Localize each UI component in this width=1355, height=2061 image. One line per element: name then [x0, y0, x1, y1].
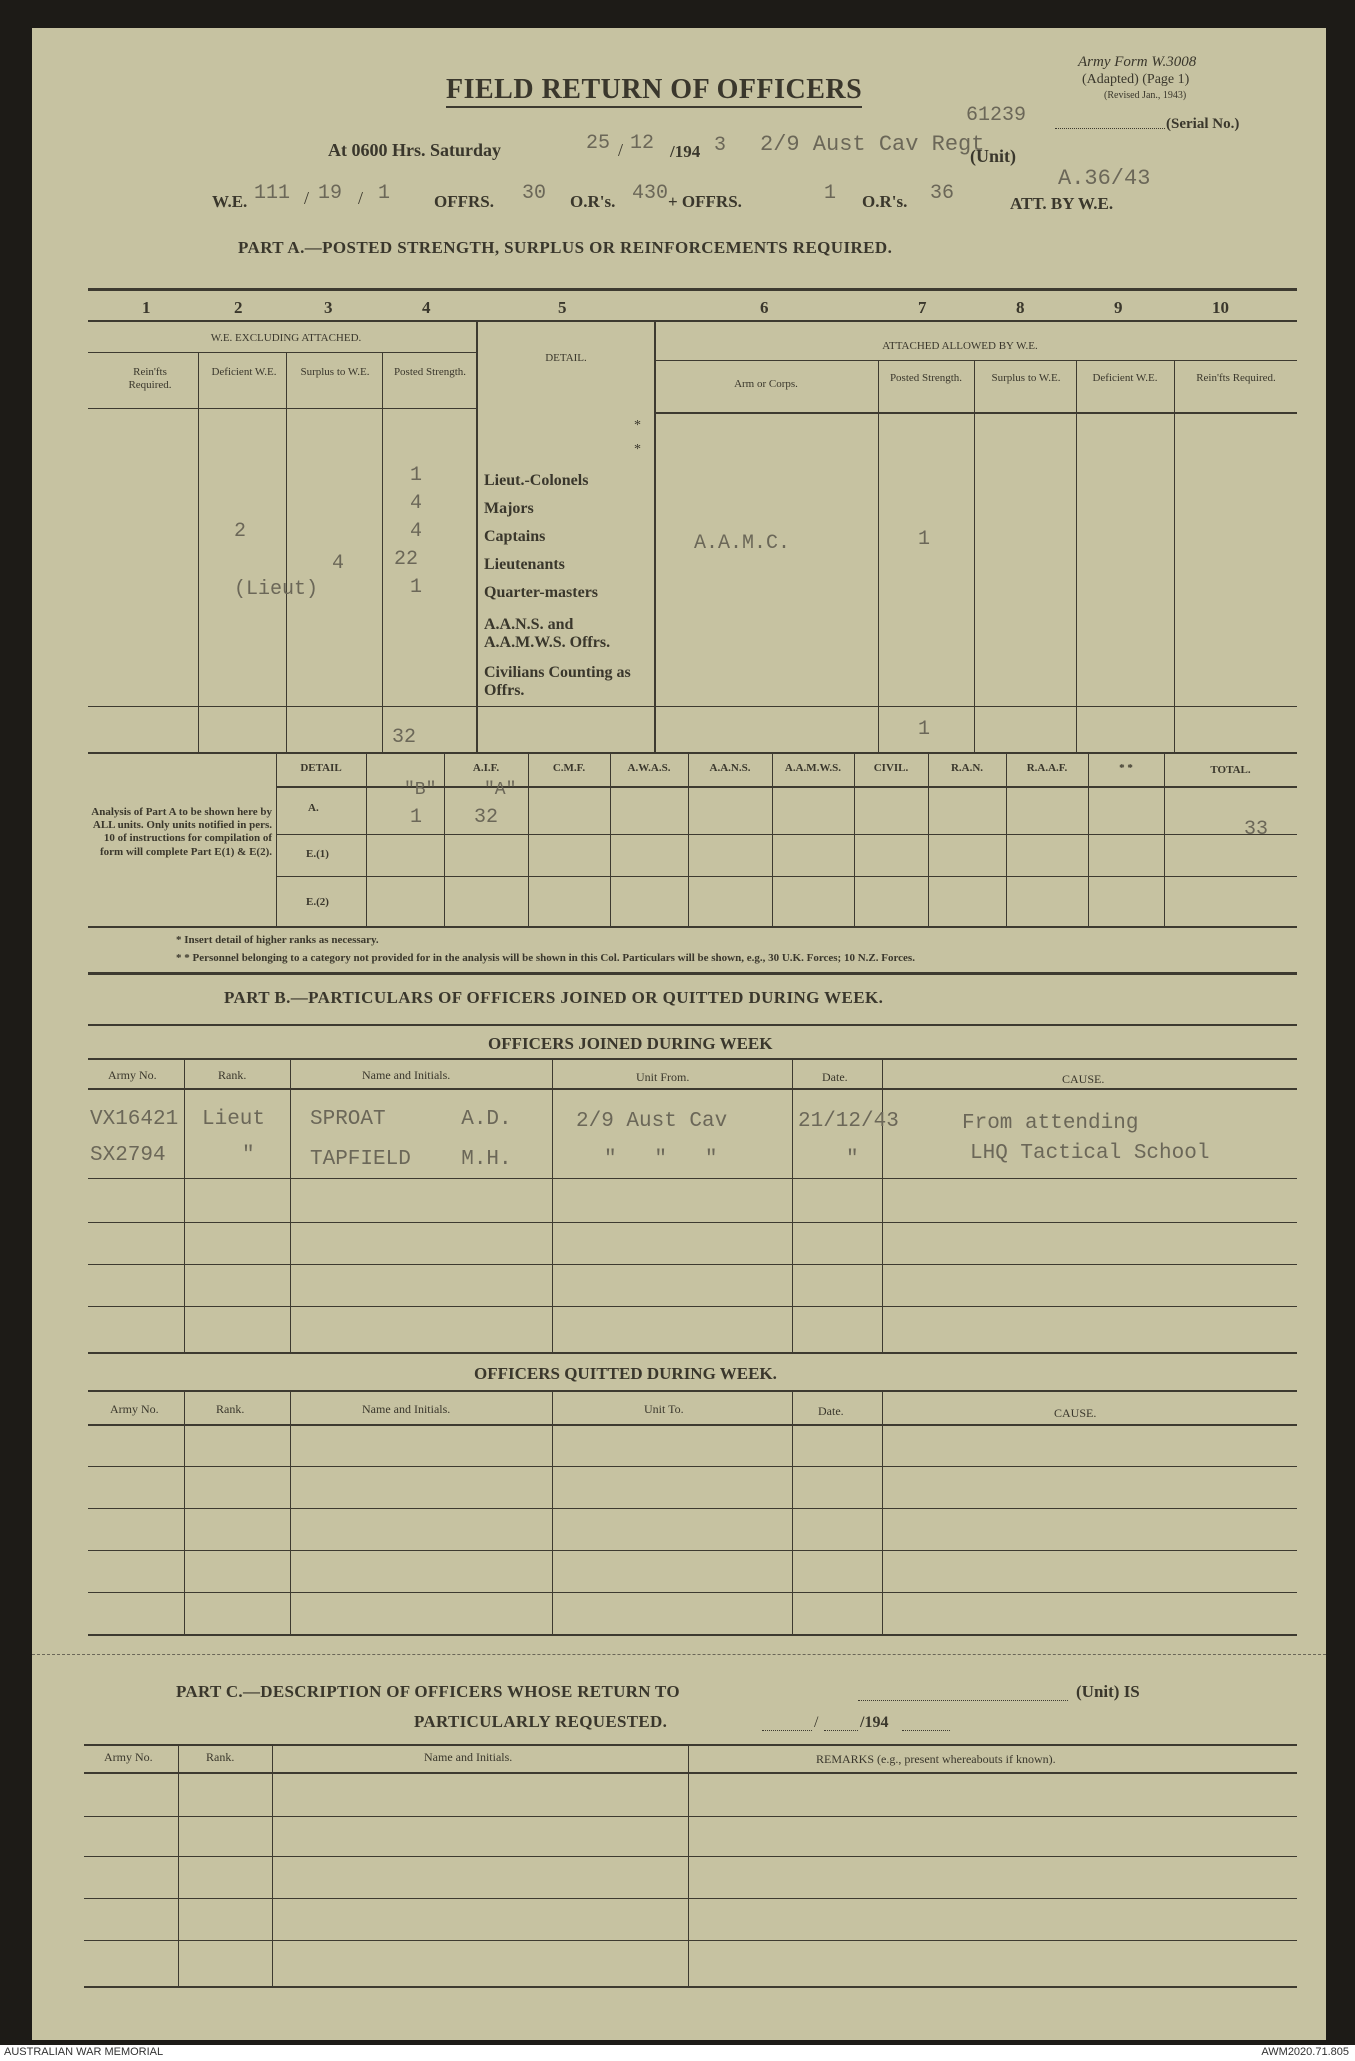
part-c-heading-2: PARTICULARLY REQUESTED. [414, 1712, 668, 1731]
totals-top-rule [88, 706, 1297, 707]
quitted-v3 [552, 1392, 553, 1634]
quitted-h-rank: Rank. [216, 1402, 245, 1416]
col-num-4: 4 [422, 298, 431, 317]
quitted-top-rule [88, 1390, 1297, 1392]
rank-lieutenants: Lieutenants [484, 556, 565, 573]
part-c-h-army-no: Army No. [104, 1750, 153, 1764]
total-att-posted: 1 [918, 718, 931, 741]
analysis-v3 [528, 752, 529, 926]
c10-header: Rein'fts Required. [1196, 372, 1276, 384]
c9-header: Deficient W.E. [1092, 372, 1158, 384]
part-c-h-rank: Rank. [206, 1750, 235, 1764]
joined-row-1-cause: From attending [962, 1112, 1139, 1135]
perforation-line [32, 1654, 1326, 1655]
part-c-row-rule-4 [84, 1940, 1297, 1941]
reference-typed: A.36/43 [1058, 166, 1151, 191]
quitted-hdr-rule [88, 1424, 1297, 1426]
analysis-v5 [688, 752, 689, 926]
att-posted-value: 1 [918, 528, 931, 551]
hdr-bottom-left [88, 408, 476, 409]
col-num-2: 2 [234, 298, 243, 317]
footnote-2: * * Personnel belonging to a category not provided for in the analysis will be shown in this Col. Particulars will be shown, e.g., 30 U.K. Forces; 10 N.Z. Forces. [176, 952, 915, 964]
v-col-7 [974, 360, 975, 752]
rank-aans: A.A.N.S. and A.A.M.W.S. Offrs. [484, 616, 611, 652]
ors2-value: 36 [930, 182, 955, 205]
quitted-row-rule-2 [88, 1508, 1297, 1509]
analysis-h-aans: A.A.N.S. [709, 762, 751, 774]
credit-right: AWM2020.71.805 [1261, 2046, 1349, 2058]
quitted-heading: OFFICERS QUITTED DURING WEEK. [474, 1364, 777, 1383]
analysis-h-other: * * [1119, 762, 1133, 774]
analysis-v8 [928, 752, 929, 926]
analysis-v2 [444, 752, 445, 926]
joined-row-1-army-no: VX16421 [90, 1108, 179, 1131]
part-c-h-remarks: REMARKS (e.g., present whereabouts if known). [816, 1752, 1056, 1766]
col-num-6: 6 [760, 298, 769, 317]
credit-left: AUSTRALIAN WAR MEMORIAL [4, 2046, 164, 2058]
detail-star-1: * [634, 418, 641, 433]
posted-lt-col: 1 [410, 464, 423, 487]
revised-label: (Revised Jan., 1943) [1104, 90, 1187, 101]
joined-row-2-army-no: SX2794 [90, 1144, 166, 1167]
part-c-h-name: Name and Initials. [424, 1750, 513, 1764]
attached-caption: ATTACHED ALLOWED BY W.E. [882, 340, 1038, 352]
part-c-row-rule-3 [84, 1898, 1297, 1899]
offrs-label: OFFRS. [434, 192, 494, 211]
joined-row-2-date: " [846, 1148, 859, 1171]
v-col-9 [1174, 360, 1175, 752]
c4-header: Posted Strength. [393, 366, 467, 378]
joined-row-2-cause: LHQ Tactical School [970, 1142, 1210, 1165]
analysis-v1 [366, 752, 367, 926]
part-c-unit-is: (Unit) IS [1076, 1682, 1140, 1701]
analysis-h-ran: R.A.N. [950, 762, 984, 774]
we-excluding-caption: W.E. EXCLUDING ATTACHED. [210, 332, 362, 344]
analysis-b-value: 1 [410, 806, 423, 829]
joined-h-rank: Rank. [218, 1068, 247, 1082]
part-a-end-rule [88, 972, 1297, 975]
part-c-year: /194 [860, 1714, 889, 1731]
year-prefix: /194 [670, 142, 701, 161]
posted-majors: 4 [410, 492, 423, 515]
analysis-row-e1-rule [276, 876, 1297, 877]
rank-captains: Captains [484, 528, 546, 545]
part-b-heading: PART B.—PARTICULARS OF OFFICERS JOINED OR QUITTED DURING WEEK. [224, 988, 884, 1007]
arm-corps-value: A.A.M.C. [694, 532, 791, 555]
joined-h-unit: Unit From. [636, 1070, 690, 1084]
serial-typed: 61239 [966, 104, 1027, 127]
joined-heading: OFFICERS JOINED DURING WEEK [488, 1034, 773, 1053]
part-c-v3 [688, 1746, 689, 1986]
plus-offrs-value: 1 [824, 182, 837, 205]
we-c: 1 [378, 182, 391, 205]
quitted-v5 [882, 1392, 883, 1634]
part-c-v2 [272, 1746, 273, 1986]
rank-lieut-colonels: Lieut.-Colonels [484, 472, 589, 489]
c1-header: Rein'fts Required. [128, 366, 172, 391]
c8-header: Surplus to W.E. [991, 372, 1061, 384]
posted-qm: 1 [410, 576, 423, 599]
part-c-v1 [178, 1746, 179, 1986]
part-a-top-rule [88, 288, 1297, 291]
quitted-v1 [184, 1392, 185, 1634]
analysis-h-cmf: C.M.F. [552, 762, 586, 774]
joined-row-2-name: TAPFIELD M.H. [310, 1148, 512, 1171]
quitted-v2 [290, 1392, 291, 1634]
analysis-v0 [276, 752, 277, 926]
we-sep-1: / [304, 188, 310, 208]
we-exc-rule [88, 352, 476, 353]
joined-row-1-unit: 2/9 Aust Cav [576, 1110, 728, 1133]
joined-top-rule [88, 1058, 1297, 1060]
posted-lieutenants: 22 [394, 548, 419, 571]
c3-header: Surplus to W.E. [300, 366, 370, 378]
analysis-h-aif: A.I.F. [472, 762, 500, 774]
we-b: 19 [318, 182, 343, 205]
analysis-h-raaf: R.A.A.F. [1026, 762, 1068, 774]
col-num-1: 1 [142, 298, 151, 317]
v-col-1 [198, 352, 199, 752]
joined-row-rule-2 [88, 1222, 1297, 1223]
detail-caption: DETAIL. [545, 352, 587, 364]
unit-label: (Unit) [970, 146, 1016, 166]
analysis-bottom-rule [88, 926, 1297, 928]
part-c-top-rule [84, 1744, 1297, 1746]
deficient-note: (Lieut) [234, 578, 319, 601]
unit-typed: 2/9 Aust Cav Regt [760, 132, 985, 157]
part-c-row-rule-2 [84, 1856, 1297, 1857]
quitted-bottom-rule [88, 1634, 1297, 1636]
totals-bottom-rule [88, 752, 1297, 754]
part-c-row-rule-1 [84, 1816, 1297, 1817]
at-hours-label: At 0600 Hrs. Saturday [328, 140, 502, 160]
offrs-value: 30 [522, 182, 547, 205]
v-col-2 [286, 352, 287, 752]
analysis-note: Analysis of Part A to be shown here by ALL units. Only units notified in pers. 10 of instructions for compilation of form will complete Part E(1) & E(2). [91, 806, 272, 858]
analysis-v4 [610, 752, 611, 926]
analysis-a-label: "A" [484, 780, 517, 800]
quitted-h-name: Name and Initials. [362, 1402, 451, 1416]
part-c-heading-1: PART C.—DESCRIPTION OF OFFICERS WHOSE RETURN TO [176, 1682, 680, 1701]
analysis-h-aamws: A.A.M.W.S. [784, 762, 842, 774]
att-label: ATT. BY W.E. [1010, 194, 1114, 213]
c7-header: Posted Strength. [889, 372, 963, 384]
part-a-heading: PART A.—POSTED STRENGTH, SURPLUS OR REINFORCEMENTS REQUIRED. [238, 238, 893, 257]
date-day: 25 [586, 132, 611, 155]
analysis-h-awas: A.W.A.S. [627, 762, 671, 774]
analysis-row-a-rule [276, 834, 1297, 835]
col-num-3: 3 [324, 298, 333, 317]
joined-row-1-name: SPROAT A.D. [310, 1108, 512, 1131]
rank-civilians: Civilians Counting as Offrs. [484, 664, 631, 700]
col-num-5: 5 [558, 298, 567, 317]
joined-row-rule-4 [88, 1306, 1297, 1307]
date-month: 12 [630, 132, 655, 155]
serial-line [1055, 128, 1165, 129]
analysis-row-e1: E.(1) [306, 848, 329, 860]
attached-rule [654, 360, 1297, 361]
joined-v3 [552, 1060, 553, 1352]
joined-v4 [792, 1060, 793, 1352]
detail-star-2: * [634, 442, 641, 457]
joined-hdr-rule [88, 1088, 1297, 1090]
c6-header: Arm or Corps. [734, 378, 798, 390]
serial-label: (Serial No.) [1166, 116, 1240, 132]
analysis-h-detail: DETAIL [300, 762, 342, 774]
quitted-h-cause: CAUSE. [1054, 1406, 1097, 1420]
analysis-v9 [1006, 752, 1007, 926]
analysis-h-total: TOTAL. [1210, 764, 1251, 776]
quitted-row-rule-3 [88, 1550, 1297, 1551]
hdr-bottom-right [654, 412, 1297, 414]
v-col-4 [476, 320, 478, 752]
joined-h-army-no: Army No. [108, 1068, 157, 1082]
joined-row-2-rank: " [242, 1144, 255, 1167]
joined-v2 [290, 1060, 291, 1352]
quitted-h-army-no: Army No. [110, 1402, 159, 1416]
army-form-label: Army Form W.3008 [1078, 54, 1197, 70]
rank-majors: Majors [484, 500, 534, 517]
deficient-value: 2 [234, 520, 247, 543]
quitted-h-date: Date. [818, 1404, 844, 1418]
col-num-10: 10 [1212, 298, 1229, 317]
year-suffix: 3 [714, 134, 727, 157]
ors-value: 430 [632, 182, 669, 205]
analysis-v11 [1164, 752, 1165, 926]
quitted-v4 [792, 1392, 793, 1634]
joined-row-1-rank: Lieut [202, 1108, 266, 1131]
part-b-rule [88, 1024, 1297, 1026]
quitted-h-unit: Unit To. [644, 1402, 684, 1416]
analysis-v7 [854, 752, 855, 926]
we-a: 111 [254, 182, 291, 205]
footnote-1: * Insert detail of higher ranks as necessary. [176, 934, 379, 946]
total-posted: 32 [392, 726, 417, 749]
part-c-date-line-3 [902, 1730, 950, 1731]
col-num-9: 9 [1114, 298, 1123, 317]
ors2-label: O.R's. [862, 192, 908, 211]
col-num-8: 8 [1016, 298, 1025, 317]
analysis-a-value: 32 [474, 806, 499, 829]
joined-v5 [882, 1060, 883, 1352]
joined-bottom-rule [88, 1352, 1297, 1354]
col-num-7: 7 [918, 298, 927, 317]
joined-row-rule-3 [88, 1264, 1297, 1265]
part-c-bottom-rule [84, 1986, 1297, 1988]
part-c-hdr-rule [84, 1772, 1297, 1774]
col-number-rule [88, 320, 1297, 322]
form-title: FIELD RETURN OF OFFICERS [446, 74, 862, 108]
joined-h-name: Name and Initials. [362, 1068, 451, 1082]
v-col-8 [1076, 360, 1077, 752]
surplus-value: 4 [332, 552, 345, 575]
joined-row-1-date: 21/12/43 [798, 1110, 899, 1133]
plus-offrs-label: + OFFRS. [668, 192, 742, 211]
analysis-h-civil: CIVIL. [873, 762, 909, 774]
analysis-total: 33 [1244, 818, 1269, 841]
analysis-row-a: A. [308, 802, 319, 814]
part-c-date-line-2 [824, 1730, 858, 1731]
analysis-b-label: "B" [404, 780, 437, 800]
rank-quarter-masters: Quarter-masters [484, 584, 599, 601]
posted-captains: 4 [410, 520, 423, 543]
joined-h-date: Date. [822, 1070, 848, 1084]
ors-label: O.R's. [570, 192, 616, 211]
analysis-v6 [772, 752, 773, 926]
joined-row-rule-1 [88, 1178, 1297, 1179]
quitted-row-rule-4 [88, 1592, 1297, 1593]
joined-v1 [184, 1060, 185, 1352]
part-c-unit-line [858, 1700, 1068, 1701]
joined-row-2-unit: " " " [604, 1148, 718, 1171]
joined-h-cause: CAUSE. [1062, 1072, 1105, 1086]
analysis-row-e2: E.(2) [306, 896, 329, 908]
quitted-row-rule-1 [88, 1466, 1297, 1467]
part-c-date-line-1 [762, 1730, 812, 1731]
adapted-label: (Adapted) (Page 1) [1082, 72, 1190, 87]
we-label: W.E. [212, 192, 248, 211]
v-col-6 [878, 360, 879, 752]
v-col-3 [382, 352, 383, 752]
we-sep-2: / [358, 188, 364, 208]
date-sep: / [618, 140, 624, 160]
analysis-v10 [1088, 752, 1089, 926]
c2-header: Deficient W.E. [211, 366, 277, 378]
